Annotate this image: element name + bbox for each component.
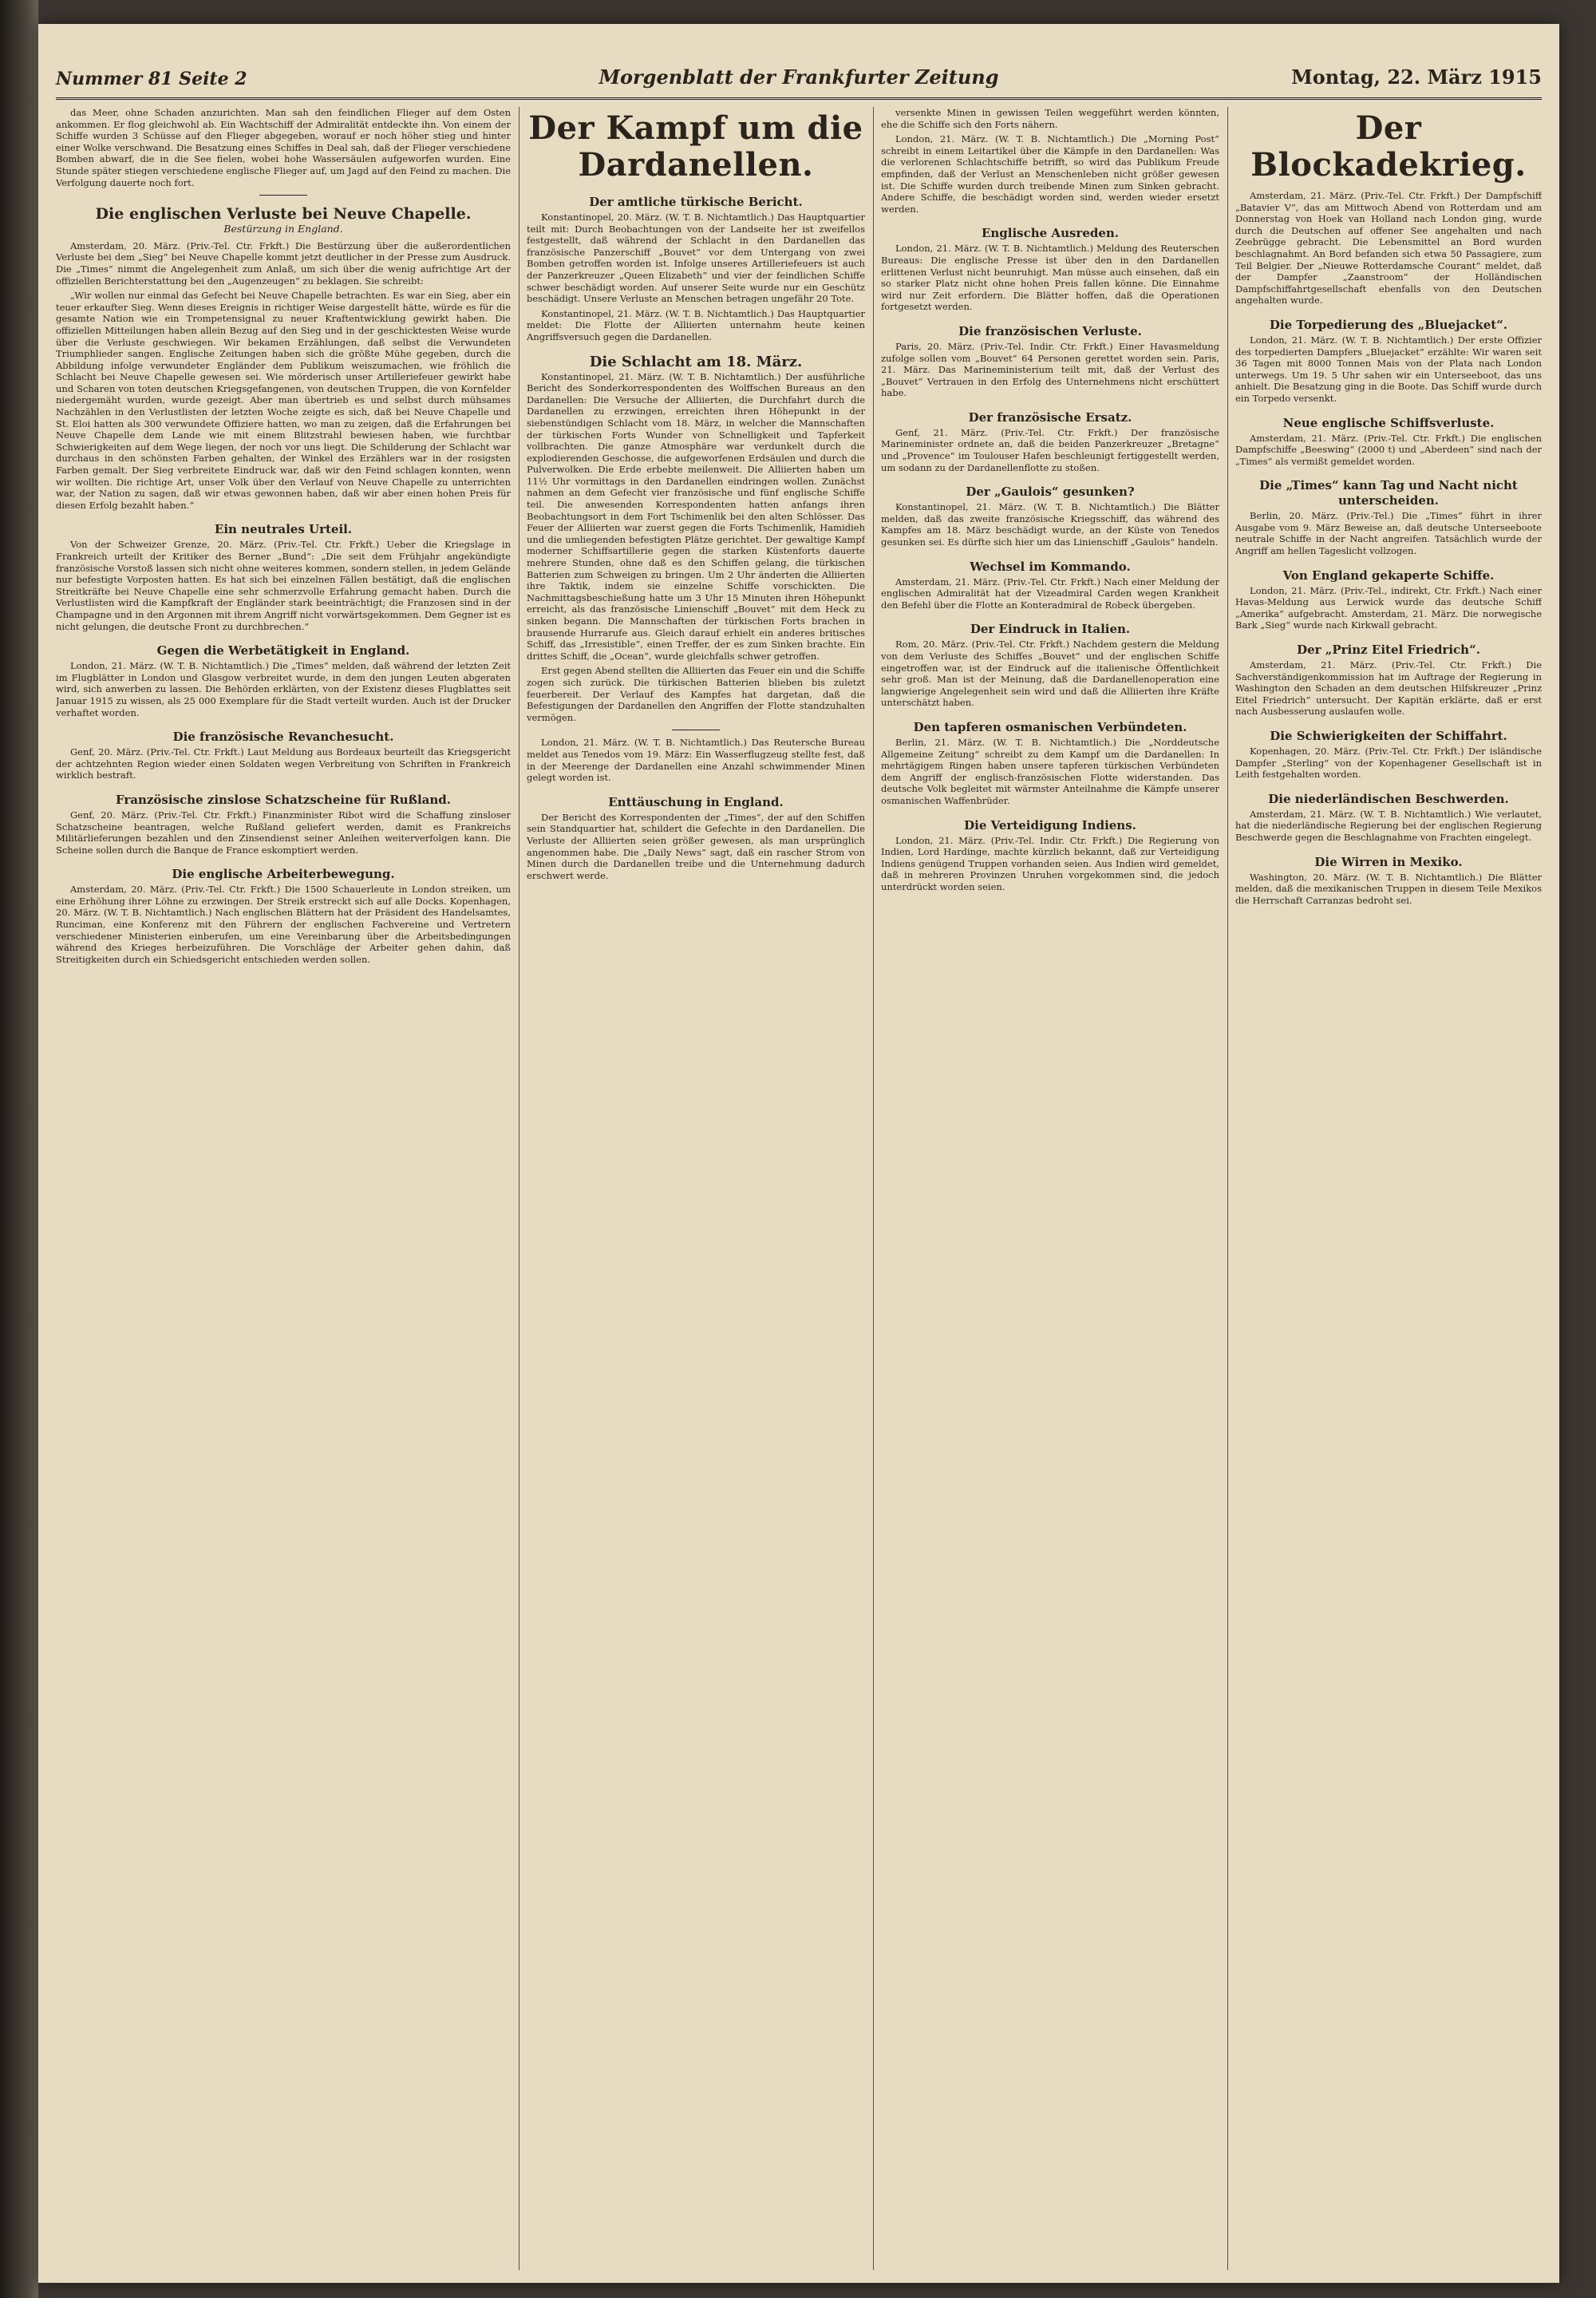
article-text: London, 21. März. (W. T. B. Nichtamtlich.) Meldung des Reuterschen Bureaus: Die englische Presse ist über den in den Dardanellen erlittenen Verlust nicht beunruhigt. Man müsse auch einsehen, daß ein so starker Platz nicht ohne hohen Preis fallen könne. Die Einnahme wird nur Zeit erfordern. Die Blätter hoffen, daß die Operationen fortgesetzt werden. — [881, 243, 1219, 313]
article-text: Amsterdam, 20. März. (Priv.-Tel. Ctr. Frkft.) Die Bestürzung über die außerordentlichen Verluste bei dem „Sieg“ bei Neuve Chapelle kommt jetzt deutlicher in der Presse zum Ausdruck. Die „Times“ nimmt die Angelegenheit zum Anlaß, um sich über die wenig aufrichtige Art der offiziellen Berichterstattung bei den „Augenzeugen“ zu beklagen. Sie schreibt: — [56, 239, 511, 287]
article-text: Berlin, 20. März. (Priv.-Tel.) Die „Times“ führt in ihrer Ausgabe vom 9. März Beweise an, daß deutsche Unterseeboote neutrale Schiffe in der Nacht angreifen. Tatsächlich wurde der Angriff am hellen Tageslicht vollzogen. — [1235, 510, 1542, 557]
article-text: Amsterdam, 21. März. (Priv.-Tel. Ctr. Frkft.) Nach einer Meldung der englischen Admiralität hat der Vizeadmiral Carden wegen Krankheit den Befehl über die Flotte an Konteradmiral de Robeck übergeben. — [881, 575, 1219, 611]
article-headline: Die Schwierigkeiten der Schiffahrt. — [1270, 729, 1507, 743]
article-text: Amsterdam, 21. März. (Priv.-Tel. Ctr. Frkft.) Die englischen Dampfschiffe „Beeswing“ (2000 t) und „Aberdeen“ sind nach der „Times“ als vermißt gemeldet worden. — [1235, 432, 1542, 467]
article-headline: Die französische Revanchesucht. — [172, 730, 394, 745]
article-headline: Neue englische Schiffsverluste. — [1282, 415, 1495, 430]
article-headline: Der amtliche türkische Bericht. — [589, 195, 803, 209]
article-headline: Der französische Ersatz. — [968, 409, 1132, 425]
article-headline: Gegen die Werbetätigkeit in England. — [156, 643, 410, 659]
article-text: Der Bericht des Korrespondenten der „Times“, der auf den Schiffen sein Standquartier hat, schildert die Gefechte in den Dardanellen. Die Verluste der Alliierten seien größer gewesen, als man ursprünglich angenommen habe. Die „Daily News“ sagt, daß ein rascher Strom von Minen durch die Dardanellen treibe und die Unternehmung dadurch erschwert werde. — [527, 811, 865, 881]
article-text: Konstantinopel, 20. März. (W. T. B. Nichtamtlich.) Das Hauptquartier teilt mit: Durch Beobachtungen von der Landseite her ist zweifellos festgestellt, daß während der Schlacht in den Dardanellen das französische Panzerschiff „Bouvet“ vor dem Untergang von zwei Bomben getroffen worden ist. Infolge unseres Artilleriefeuers ist auch der Panzerkreuzer „Queen Elizabeth“ und vier der feindlichen Schiffe schwer beschädigt worden. Auf unserer Seite wurde nur ein Geschütz beschädigt. Unsere Verluste an Menschen betragen ungefähr 20 Tote. — [527, 212, 865, 305]
article-text: Genf, 20. März. (Priv.-Tel. Ctr. Frkft.) Finanzminister Ribot wird die Schaffung zinsloser Schatzscheine beantragen, welche Rußland geliefert werden, damit es Frankreichs Militärlieferungen bezahlen und den Zinsendienst seiner Anleihen weiterverfolgen kann. Die Scheine sollen durch die Banque de France eskomptiert werden. — [56, 809, 511, 856]
article-headline: Enttäuschung in England. — [608, 794, 784, 809]
column-divider — [873, 107, 874, 2270]
article-text: Erst gegen Abend stellten die Alliierten das Feuer ein und die Schiffe zogen sich zurück. Die türkischen Batterien blieben bis zuletzt feuerbereit. Der Verlauf des Kampfes hat dargetan, daß die Befestigungen der Dardanellen den Angriffen der Flotte standzuhalten vermögen. — [527, 665, 865, 723]
article-headline: Die Torpedierung des „Bluejacket“. — [1269, 317, 1508, 332]
column-4 — [1235, 107, 1542, 2270]
column-3 — [881, 107, 1219, 2270]
article-text: London, 21. März. (W. T. B. Nichtamtlich.) Der erste Offizier des torpedierten Dampfers „Bluejacket“ erzählte: Wir waren seit 36 Tagen mit 8000 Tonnen Mais von der Plata nach London unterwegs. Um 19. 5 Uhr sahen wir ein Unterseeboot, das uns anhielt. Die Besatzung ging in die Boote. Das Schiff wurde durch ein Torpedo versenkt. — [1235, 334, 1542, 404]
article-text: Berlin, 21. März. (W. T. B. Nichtamtlich.) Die „Norddeutsche Allgemeine Zeitung“ schreibt zu dem Kampf um die Dardanellen: In mehrtägigem Ringen haben unsere tapferen türkischen Verbündeten dem Angriff der englisch-französischen Flotte widerstanden. Das deutsche Volk begleitet mit wärmster Anteilnahme die Kämpfe unserer osmanischen Waffenbrüder. — [881, 736, 1219, 806]
article-text: Amsterdam, 21. März. (W. T. B. Nichtamtlich.) Wie verlautet, hat die niederländische Regierung bei der englischen Regierung Beschwerde gegen die Beschlagnahme von Frachten eingelegt. — [1235, 808, 1542, 843]
article-text: Amsterdam, 21. März. (Priv.-Tel. Ctr. Frkft.) Die Sachverständigenkommission hat im Auftrage der Regierung in Washington den Schaden an dem deutschen Hilfskreuzer „Prinz Eitel Friedrich“ untersucht. Der Kapitän erklärte, daß er erst nach Ausbesserung auslaufen wolle. — [1235, 659, 1542, 718]
article-headline: Die Schlacht am 18. März. — [589, 353, 803, 370]
article-text: „Wir wollen nur einmal das Gefecht bei Neuve Chapelle betrachten. Es war ein Sieg, aber ein teuer erkaufter Sieg. Wenn dieses Ereignis in richtiger Weise dargestellt hätte, würde es für die gesamte Nation wie ein Trompetensignal zu neuer Kraftentwicklung gewirkt haben. Die offiziellen Mitteilungen haben allein Bezug auf den Sieg und in der geschicktesten Weise wurde über die Verluste geschwiegen. Wir bekamen Erzählungen, daß selbst die Verwundeten Triumphlieder sangen. Englische Zeitungen haben sich die größte Mühe gegeben, durch die Abbildung infolge verwundeter Engländer dem Publikum weiszumachen, wie fröhlich die Schlacht bei Neuve Chapelle gewesen sei. Wie mörderisch unser Artilleriefeuer gewirkt habe und Scharen von toten deutschen Kriegsgefangenen, von deutschen Truppen, die von Kornfelder niedergemäht wurden, wurde gezeigt. Aber man übertrieb es und selbst durch mühsames Nachzählen in den Verlustlisten der letzten Woche zeigte es sich, daß bei Neuve Chapelle und St. Eloi hatten als 300 verwundete Offiziere hatten, wo man zu zeigen, daß die Erfahrungen bei Neuve Chapelle dem Lande wie mit einem Blitzstrahl bewiesen haben, wie furchtbar Schwierigkeiten auf dem Wege liegen, der noch vor uns liegt. Die Schilderung der Schlacht war durchaus in den schönsten Farben gehalten, der Winkel des Erzählers war in der rosigsten Farben gemalt. Der Sieg verbreitete Eindruck war, daß wir den Feind schlagen konnten, wenn wir wollten. Die richtige Art, unser Volk über den Verlauf von Neuve Chapelle zu unterrichten war, der Nation zu sagen, daß wir etwas gewonnen haben, daß wir aber einen hohen Preis für diesen Erfolg bezahlt haben.“ — [56, 290, 511, 511]
article-text: Kopenhagen, 20. März. (Priv.-Tel. Ctr. Frkft.) Der isländische Dampfer „Sterling“ von der Kopenhagener Gesellschaft ist in Leith festgehalten worden. — [1235, 746, 1542, 781]
article-headline: Der „Gaulois“ gesunken? — [966, 485, 1135, 500]
article-text: Rom, 20. März. (Priv.-Tel. Ctr. Frkft.) Nachdem gestern die Meldung von dem Verluste des Schiffes „Bouvet“ und der englischen Schiffe eingetroffen war, ist der Eindruck auf die italienische Öffentlichkeit sehr groß. Man ist der Meinung, daß die Dardanellenoperation eine langwierige Angelegenheit sein wird und daß die Alliierten ihre Kräfte unterschätzt haben. — [881, 639, 1219, 709]
section-headline: Der Kampf um die Dardanellen. — [528, 109, 863, 184]
header-rule — [56, 97, 1542, 100]
article-text: London, 21. März. (Priv.-Tel., indirekt, Ctr. Frkft.) Nach einer Havas-Meldung aus Lerwick wurde das deutsche Schiff „Amerika“ aufgebracht. Amsterdam, 21. März. Die norwegische Bark „Sieg“ wurde nach Kirkwall gebracht. — [1235, 584, 1542, 631]
column-divider — [1227, 107, 1228, 2270]
article-headline: Von England gekaperte Schiffe. — [1282, 568, 1495, 583]
article-text: London, 21. März. (W. T. B. Nichtamtlich.) Die „Morning Post“ schreibt in einem Leitartikel über die Kämpfe in den Dardanellen: Was die verlorenen Schlachtschiffe betrifft, so wird das Publikum Freude empfinden, daß der Verlust an Menschenleben nicht größer gewesen ist. Die Schiffe wurden durch treibende Minen zum Sinken gebracht. Andere Schiffe, die beschädigt worden sind, werden wieder ersetzt werden. — [881, 133, 1219, 215]
article-text: versenkte Minen in gewissen Teilen weggeführt werden könnten, ehe die Schiffe sich den Forts nähern. — [881, 107, 1219, 130]
article-text: London, 21. März. (Priv.-Tel. Indir. Ctr. Frkft.) Die Regierung von Indien, Lord Hardinge, machte kürzlich bekannt, daß zur Verteidigung Indiens genügend Truppen vorhanden seien. Aus Indien wird gemeldet, daß in mehreren Provinzen Unruhen vorgekommen sind, die jedoch unterdrückt worden seien. — [881, 834, 1219, 892]
article-headline: Englische Ausreden. — [981, 226, 1120, 241]
article-headline: Die englische Arbeiterbewegung. — [172, 867, 395, 882]
article-text: Genf, 21. März. (Priv.-Tel. Ctr. Frkft.) Der französische Marineminister ordnete an, daß die beiden Panzerkreuzer „Bretagne“ und „Provence“ im Toulouser Hafen beschleunigt fertiggestellt werden, um sodann zu der Dardanellenflotte zu stoßen. — [881, 426, 1219, 473]
article-headline: Die „Times“ kann Tag und Nacht nicht unterscheiden. — [1259, 478, 1518, 508]
article-text: das Meer, ohne Schaden anzurichten. Man sah den feindlichen Flieger auf dem Osten ankommen. Er flog gleichwohl ab. Ein Wachtschiff der Admiralität entdeckte ihn. Von einem der Schiffe wurden 3 Schüsse auf den Flieger abgegeben, worauf er noch höher stieg und hinter einer Wolke verschwand. Die Besatzung eines Schiffes in Deal sah, daß der Flieger verschiedene Bomben abwarf, die in die See fielen, wobei hohe Wassersäulen aufgeworfen wurden. Eine Stunde später stiegen verschiedene englische Flieger auf, um Jagd auf den Feind zu machen. Die Verfolgung dauerte noch fort. — [56, 107, 511, 188]
page-header — [56, 61, 1542, 93]
article-text: Von der Schweizer Grenze, 20. März. (Priv.-Tel. Ctr. Frkft.) Ueber die Kriegslage in Frankreich urteilt der Kritiker des Berner „Bund“: „Die seit dem Frühjahr angekündigte französische Vorstoß lassen sich nicht ohne weiteres kommen, sondern stellen, in jedem Gelände nur befestigte Vorposten hatten. Es hat sich bei einzelnen Fällen bestätigt, daß die englischen Streitkräfte bei Neuve Chapelle eine sehr schmerzvolle Erfahrung gemacht haben. Durch die Verlustlisten wird die Kampfkraft der Engländer stark beeinträchtigt; die Franzosen sind in der Champagne und in den Argonnen mit ihrem Angriff nicht vorwärtsgekommen. Dem Gegner ist es nicht gelungen, die deutsche Front zu durchbrechen.“ — [56, 539, 511, 632]
masthead: Morgenblatt der Frankfurter Zeitung — [598, 65, 999, 89]
article-headline: Französische zinslose Schatzscheine für Rußland. — [115, 792, 452, 807]
article-text: Amsterdam, 20. März. (Priv.-Tel. Ctr. Frkft.) Die 1500 Schauerleute in London streiken, um eine Erhöhung ihrer Löhne zu erzwingen. Der Streik erstreckt sich auf alle Docks. Kopenhagen, 20. März. (W. T. B. Nichtamtlich.) Nach englischen Blättern hat der Präsident des Handelsamtes, Runciman, eine Konferenz mit den Führern der englischen Fachvereine und Vertretern verschiedener Ministerien einberufen, um eine Vereinbarung über die Arbeitsbedingungen während des Krieges herbeizuführen. Die Vorschläge der Arbeiter gehen dahin, daß Streitigkeiten durch ein Schiedsgericht entschieden werden sollen. — [56, 884, 511, 965]
article-text: Amsterdam, 21. März. (Priv.-Tel. Ctr. Frkft.) Der Dampfschiff „Batavier V“, das am Mittwoch Abend von Rotterdam und am Donnerstag von Hoek van Holland nach London ging, wurde durch die Deutschen auf offener See angehalten und nach Zeebrügge gebracht. Die Lebensmittel an Bord wurden beschlagnahmt. An Bord befanden sich etwa 50 Passagiere, zum Teil Belgier. Der „Nieuwe Rotterdamsche Courant“ meldet, daß der Dampfer „Zaanstroom“ der Holländischen Dampfschiffahrtgesellschaft ebenfalls von den Deutschen angehalten wurde. — [1235, 190, 1542, 307]
column-1 — [56, 107, 511, 2270]
article-headline: Wechsel im Kommando. — [970, 559, 1131, 574]
article-headline: Der „Prinz Eitel Friedrich“. — [1297, 643, 1480, 658]
article-headline: Die Wirren in Mexiko. — [1314, 854, 1463, 869]
section-headline: Der Blockadekrieg. — [1250, 109, 1527, 184]
article-headline: Die französischen Verluste. — [958, 323, 1142, 338]
book-spine — [0, 0, 38, 2298]
newspaper-page — [38, 24, 1559, 2283]
article-text: Genf, 20. März. (Priv.-Tel. Ctr. Frkft.) Laut Meldung aus Bordeaux beurteilt das Kriegsgericht der achtzehnten Region wieder einen Soldaten wegen Verbreitung von Schriften in Frankreich wirklich bestraft. — [56, 746, 511, 781]
article-text: Konstantinopel, 21. März. (W. T. B. Nichtamtlich.) Die Blätter melden, daß das zweite französische Kriegsschiff, das während des Kampfes am 18. März beschädigt wurde, an der Küste von Tenedos gesunken sei. Es dürfte sich hier um das Linienschiff „Gaulois“ handeln. — [881, 501, 1219, 548]
article-text: Konstantinopel, 21. März. (W. T. B. Nichtamtlich.) Der ausführliche Bericht des Sonderkorrespondenten des Wolffschen Bureaus an den Dardanellen: Die Versuche der Alliierten, die Durchfahrt durch die Dardanellen zu erzwingen, erreichten ihren Höhepunkt in der siebenstündigen Schlacht vom 18. März, in welcher die Mannschaften der türkischen Forts Wunder von Schnelligkeit und Tapferkeit vollbrachten. Die ganze Atmosphäre war verdunkelt durch die explodierenden Geschosse, die aufgeworfenen Erdsäulen und durch die Pulverwolken. Die Erde erbebte meilenweit. Die Alliierten haben um 11½ Uhr vormittags in den Dardanellen eindringen wollen. Zunächst nahmen an dem Gefecht vier französische und fünf englische Schiffe teil. Die anwesenden Korrespondenten hatten anfangs ihren Beobachtungsort in dem Fort Tschimenlik bei den alten Schlösser. Das Feuer der Alliierten war zuerst gegen die Forts Tschimenlik, Hamidieh und die umliegenden befestigten Plätze gerichtet. Der gewaltige Kampf moderner Schiffsartillerie gegen die starken Küstenforts dauerte mehrere Stunden, ohne daß es den Schiffen gelang, die türkischen Batterien zum Schweigen zu bringen. Um 2 Uhr änderten die Alliierten ihre Taktik, indem sie einzelne Schiffe vorschickten. Die Nachmittagsbeschießung hatte um 3 Uhr 15 Minuten ihren Höhepunkt erreicht, als das französische Linienschiff „Bouvet“ mit dem Heck zu sinken begann. Die Mannschaften der türkischen Forts brachen in brausende Hurrarufe aus. Gleich darauf erhielt ein anderes britisches Schiff, das „Irresistible“, einen Treffer, der es zum Sinken brachte. Ein drittes Schiff, die „Ocean“, wurde gleichfalls schwer getroffen. — [527, 370, 865, 662]
separator — [259, 195, 307, 196]
article-text: Konstantinopel, 21. März. (W. T. B. Nichtamtlich.) Das Hauptquartier meldet: Die Flotte der Alliierten unternahm heute keinen Angriffsversuch gegen die Dardanellen. — [527, 307, 865, 342]
page-number: Nummer 81 Seite 2 — [56, 69, 247, 89]
article-headline: Ein neutrales Urteil. — [214, 522, 353, 537]
article-subheadline: Bestürzung in England. — [223, 223, 343, 235]
article-headline: Den tapferen osmanischen Verbündeten. — [913, 719, 1187, 734]
column-2 — [527, 107, 865, 2270]
article-text: London, 21. März. (W. T. B. Nichtamtlich.) Das Reutersche Bureau meldet aus Tenedos vom 19. März: Ein Wasserflugzeug stellte fest, daß in der Meerenge der Dardanellen eine Anzahl schwimmender Minen gelegt worden ist. — [527, 737, 865, 784]
article-text: London, 21. März. (W. T. B. Nichtamtlich.) Die „Times“ melden, daß während der letzten Zeit im Flugblätter in London und Glasgow verbreitet wurde, in dem den jungen Leuten abgeraten wird, sich anwerben zu lassen. Die Behörden erklärten, von der Existenz dieses Flugblattes seit Januar 1915 zu wissen, als 25 000 Exemplare für die Stadt verteilt wurden. Auch ist der Drucker verhaftet worden. — [56, 660, 511, 718]
issue-date: Montag, 22. März 1915 — [1291, 65, 1542, 89]
article-headline: Der Eindruck in Italien. — [970, 622, 1131, 637]
article-text: Washington, 20. März. (W. T. B. Nichtamtlich.) Die Blätter melden, daß die mexikanischen Truppen in diesem Teile Mexikos die Herrschaft Carranzas bedroht sei. — [1235, 871, 1542, 906]
article-headline: Die niederländischen Beschwerden. — [1268, 791, 1509, 806]
article-text: Paris, 20. März. (Priv.-Tel. Indir. Ctr. Frkft.) Einer Havasmeldung zufolge sollen vom „Bouvet“ 64 Personen gerettet worden sein. Paris, 21. März. Das Marineministerium teilt mit, daß der Verlust des „Bouvet“ Vertrauen in den Erfolg des Unternehmens nicht erschüttert habe. — [881, 340, 1219, 399]
article-headline: Die englischen Verluste bei Neuve Chapelle. — [95, 205, 472, 223]
article-headline: Die Verteidigung Indiens. — [964, 817, 1136, 833]
